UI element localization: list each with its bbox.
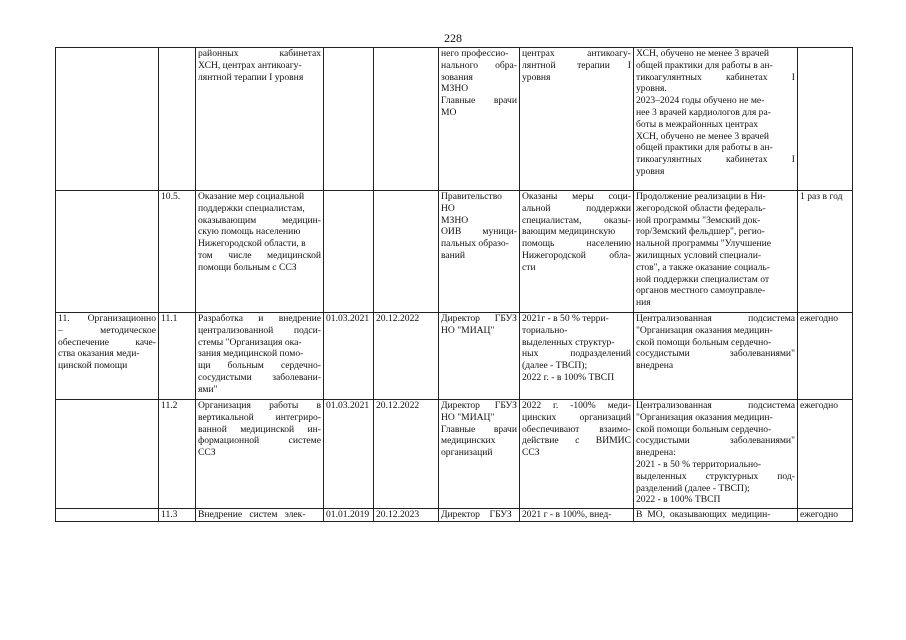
cell-line: уровня — [636, 165, 665, 177]
table-row — [56, 509, 853, 522]
cell-line: Нижегородской обла- — [522, 249, 631, 261]
cell-line: ями" — [198, 383, 218, 395]
cell-line: тор/Земский фельдшер", регио- — [636, 226, 765, 238]
cell-line: вертикальной интегриро- — [198, 411, 321, 423]
cell-line: том числе медицинской — [198, 249, 321, 261]
cell-line: "Организация оказания медицин- — [636, 411, 773, 423]
cell-line: тикоагулянтных кабинетах I — [636, 71, 795, 83]
start-date-cell — [324, 48, 374, 191]
responsible-cell — [439, 48, 520, 191]
cell-line: 2022 г. -100% меди- — [522, 400, 631, 411]
cell-line: ния — [636, 297, 651, 309]
cell-line: пальных образо- — [441, 238, 509, 250]
cell-line: стемы "Организация ока- — [198, 336, 302, 348]
cell-line: сосудистыми заболевани- — [198, 371, 321, 383]
cell-line: 2021 - в 50 % территориально- — [636, 458, 762, 470]
cell-line: органов местного самоуправле- — [636, 285, 766, 297]
indicator-cell — [634, 191, 798, 313]
measures-table — [55, 47, 853, 522]
responsible-cell — [439, 313, 520, 400]
cell-line: сосудистыми заболеваниями" — [636, 435, 795, 447]
cell-line: ской помощи больным сердечно- — [636, 423, 772, 435]
cell-line: ОИВ муници- — [441, 226, 517, 238]
cell-line: НО "МИАЦ" — [441, 324, 495, 336]
cell-line: обеспечивают взаимо- — [522, 423, 631, 435]
frequency-cell — [798, 48, 853, 191]
cell-line: ной программы "Земский док- — [636, 214, 761, 226]
cell-line: НО — [441, 202, 455, 214]
cell-line: районных кабинетах — [198, 48, 321, 59]
cell-line: Организация работы в — [198, 400, 321, 411]
cell-line: – методическое — [58, 324, 156, 336]
cell-line: 2022 - в 100% ТВСП — [636, 494, 721, 506]
cell-line: Внедрение систем элек- — [198, 509, 306, 520]
cell-line: Разработка и внедрение — [198, 313, 321, 324]
cell-line: ванной медицинской ин- — [198, 423, 321, 435]
cell-line: нее 3 врачей кардиологов для ра- — [636, 106, 771, 118]
result-cell — [520, 48, 634, 191]
cell-line: Оказаны меры соци- — [522, 191, 631, 202]
cell-line: оказывающим медицин- — [198, 214, 321, 226]
cell-line: внедрена — [636, 360, 674, 372]
cell-line: (далее - ТВСП); — [522, 360, 588, 372]
cell-line: Оказание мер социальной — [198, 191, 305, 202]
cell-line: лянтной терапии I — [522, 59, 631, 71]
cell-line: уровня — [522, 71, 551, 83]
cell-line: МЗНО — [441, 83, 469, 95]
measure-cell — [196, 48, 324, 191]
cell-line: общей практики для работы в ан- — [636, 142, 773, 154]
end-date-cell — [374, 48, 439, 191]
indicator-cell — [634, 48, 798, 191]
cell-line: выделенных структурных под- — [636, 470, 795, 482]
cell-line: обеспечение каче- — [58, 336, 156, 348]
cell-line: ССЗ — [198, 447, 216, 459]
cell-line: общей практики для работы в ан- — [636, 59, 773, 71]
cell-line: поддержки специалистам, — [198, 202, 305, 214]
cell-line: формационной системе — [198, 435, 321, 447]
end-date-cell: 20.12.2022 — [374, 400, 439, 509]
cell-line: 2021г - в 50 % терри- — [522, 313, 609, 324]
cell-line: МО — [441, 106, 457, 118]
cell-line: скую помощь населению — [198, 226, 301, 238]
indicator-cell — [634, 400, 798, 509]
cell-line: ства оказания меди- — [58, 348, 140, 360]
result-cell — [520, 313, 634, 400]
number-cell: 11.2 — [159, 400, 196, 509]
cell-line: разделений (далее - ТВСП); — [636, 482, 750, 494]
cell-line: центрах антикоагу- — [522, 48, 631, 59]
cell-line: ХСН, центрах антикоагу- — [198, 59, 302, 71]
measure-cell — [196, 400, 324, 509]
table-row — [56, 400, 853, 509]
cell-line: вающим медицинскую — [522, 226, 616, 238]
number-cell: 11.3 — [159, 509, 196, 522]
end-date-cell — [374, 191, 439, 313]
cell-line: Директор ГБУЗ — [441, 509, 512, 520]
cell-line: МЗНО — [441, 214, 469, 226]
start-date-cell: 01.03.2021 — [324, 313, 374, 400]
frequency-cell: ежегодно — [798, 400, 853, 509]
cell-line: Продолжение реализации в Ни- — [636, 191, 766, 202]
table-row — [56, 48, 853, 191]
indicator-cell — [634, 313, 798, 400]
cell-line: Главные врачи — [441, 423, 517, 435]
cell-line: стов", а также оказание социаль- — [636, 261, 770, 273]
measure-cell — [196, 509, 324, 522]
cell-line: ных подразделений — [522, 348, 631, 360]
cell-line: жилищных условий специали- — [636, 249, 762, 261]
cell-line: централизованной подси- — [198, 324, 321, 336]
cell-line: действие с ВИМИС — [522, 435, 631, 447]
cell-line: тикоагулянтных кабинетах I — [636, 154, 795, 166]
cell-line: Главные врачи — [441, 95, 517, 107]
start-date-cell: 01.01.2019 — [324, 509, 374, 522]
cell-line: зования — [441, 71, 473, 83]
section-cell — [56, 400, 159, 509]
cell-line: 2021 г - в 100%, внед- — [522, 509, 612, 520]
end-date-cell: 20.12.2023 — [374, 509, 439, 522]
cell-line: медицинских — [441, 435, 496, 447]
cell-line: ХСН, обучено не менее 3 врачей — [636, 130, 769, 142]
cell-line: Централизованная подсистема — [636, 400, 795, 411]
start-date-cell: 01.03.2021 — [324, 400, 374, 509]
responsible-cell — [439, 509, 520, 522]
cell-line: Директор ГБУЗ — [441, 400, 517, 411]
cell-line: зания медицинской помо- — [198, 348, 304, 360]
cell-line: Директор ГБУЗ — [441, 313, 517, 324]
section-cell — [56, 191, 159, 313]
number-cell — [159, 48, 196, 191]
cell-line: Правительство — [441, 191, 502, 202]
cell-line: сосудистыми заболеваниями" — [636, 348, 795, 360]
responsible-cell — [439, 191, 520, 313]
cell-line: "Организация оказания медицин- — [636, 324, 773, 336]
section-cell — [56, 509, 159, 522]
cell-line: ской помощи больным сердечно- — [636, 336, 772, 348]
cell-line: организаций — [441, 447, 493, 459]
cell-line: 11. Организационно — [58, 313, 156, 324]
number-cell: 10.5. — [159, 191, 196, 313]
responsible-cell — [439, 400, 520, 509]
cell-line: цинской помощи — [58, 360, 128, 372]
cell-line: ХСН, обучено не менее 3 врачей — [636, 48, 769, 59]
cell-line: нальной программы "Улучшение — [636, 238, 772, 250]
frequency-cell: ежегодно — [798, 313, 853, 400]
section-cell — [56, 313, 159, 400]
result-cell — [520, 400, 634, 509]
measures-table-body — [56, 48, 853, 522]
result-cell — [520, 191, 634, 313]
table-row — [56, 191, 853, 313]
cell-line: ной поддержки специалистам от — [636, 273, 770, 285]
cell-line: В МО, оказывающих медицин- — [636, 509, 771, 520]
cell-line: сти — [522, 261, 536, 273]
result-cell — [520, 509, 634, 522]
cell-line: 2022 г. - в 100% ТВСП — [522, 371, 615, 383]
measure-cell — [196, 191, 324, 313]
cell-line: ваний — [441, 249, 466, 261]
cell-line: него профессио- — [441, 48, 509, 59]
cell-line: цинских организаций — [522, 411, 631, 423]
table-row — [56, 313, 853, 400]
frequency-cell: 1 раз в год — [798, 191, 853, 313]
cell-line: боты в межрайонных центрах — [636, 118, 759, 130]
measure-cell — [196, 313, 324, 400]
end-date-cell: 20.12.2022 — [374, 313, 439, 400]
cell-line: альной поддержки — [522, 202, 631, 214]
frequency-cell: ежегодно — [798, 509, 853, 522]
cell-line: помощь населению — [522, 238, 631, 250]
cell-line: жегородской области федераль- — [636, 202, 766, 214]
cell-line: Централизованная подсистема — [636, 313, 795, 324]
section-cell — [56, 48, 159, 191]
cell-line: ториально- — [522, 324, 568, 336]
cell-line: уровня. — [636, 83, 667, 95]
cell-line: лянтной терапии I уровня — [198, 71, 304, 83]
indicator-cell — [634, 509, 798, 522]
start-date-cell — [324, 191, 374, 313]
cell-line: специалистам, оказы- — [522, 214, 631, 226]
cell-line: ССЗ — [522, 447, 540, 459]
cell-line: 2023–2024 годы обучено не ме- — [636, 95, 765, 107]
cell-line: выделенных структур- — [522, 336, 615, 348]
cell-line: помощи больным с ССЗ — [198, 261, 297, 273]
page-number: 228 — [444, 31, 462, 45]
cell-line: внедрена: — [636, 447, 676, 459]
cell-line: НО "МИАЦ" — [441, 411, 495, 423]
cell-line: нального обра- — [441, 59, 517, 71]
cell-line: щи больным сердечно- — [198, 360, 321, 372]
number-cell: 11.1 — [159, 313, 196, 400]
cell-line: Нижегородской области, в — [198, 238, 306, 250]
